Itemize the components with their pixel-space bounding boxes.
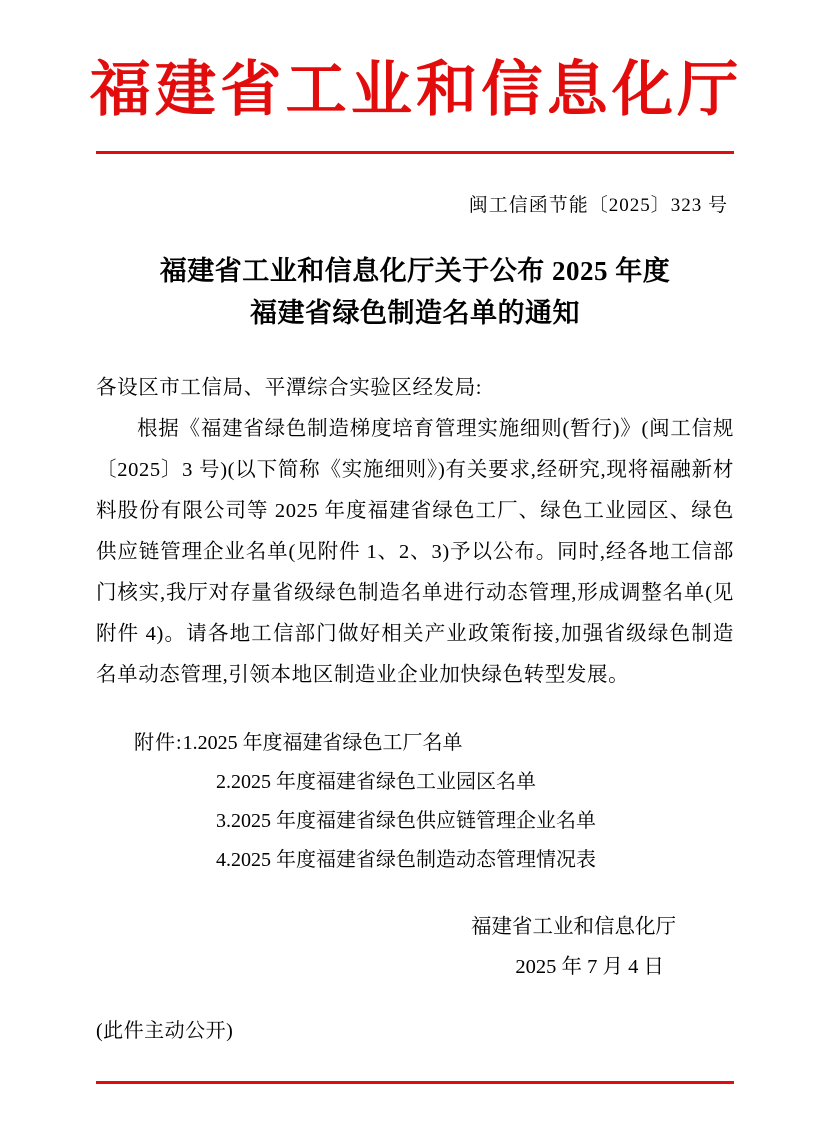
document-number: 闽工信函节能〔2025〕323 号 — [468, 194, 728, 216]
page-title-line-1: 福建省工业和信息化厅关于公布 2025 年度 — [159, 255, 671, 286]
page-title-line-2: 福建省绿色制造名单的通知 — [250, 297, 580, 328]
masthead-organization-title: 福建省工业和信息化厅 — [89, 55, 743, 125]
footer-note: (此件主动公开) — [96, 1020, 234, 1043]
attachment-label: 附件: — [134, 732, 183, 755]
attachment-first-line — [134, 724, 734, 763]
salutation: 各设区市工信局、平潭综合实验区经发局: — [96, 377, 483, 400]
attachment-item-4: 4.2025 年度福建省绿色制造动态管理情况表 — [216, 849, 596, 872]
signature-block — [96, 908, 734, 988]
attachment-item-1: 1.2025 年度福建省绿色工厂名单 — [182, 732, 463, 755]
masthead-red-rule — [96, 151, 734, 154]
signature-issuer: 福建省工业和信息化厅 — [471, 916, 676, 939]
attachment-item-3: 3.2025 年度福建省绿色供应链管理企业名单 — [216, 810, 596, 833]
signature-date: 2025 年 7 月 4 日 — [515, 956, 664, 979]
body-paragraph-1: 根据《福建省绿色制造梯度培育管理实施细则(暂行)》(闽工信规〔2025〕3 号)(以下简称《实施细则》)有关要求,经研究,现将福融新材料股份有限公司等 2025 年度福建省绿色工厂、绿色工业园区、绿色供应链管理企业名单(见附件 1、2、3)予以公布。同时,经各地工信部门核实,我厅对存量省级绿色制造名单进行动态管理,形成调整名单(见附件 4)。请各地工信部门做好相关产业政策衔接,加强省级绿色制造名单动态管理,引领本地区制造业企业加快绿色转型发展。 — [96, 418, 734, 687]
attachment-item-2: 2.2025 年度福建省绿色工业园区名单 — [216, 771, 536, 794]
document-body — [96, 368, 734, 696]
masthead — [89, 0, 743, 125]
attachment-list — [96, 724, 734, 880]
footer-red-rule — [96, 1081, 734, 1084]
page-title — [96, 251, 734, 335]
